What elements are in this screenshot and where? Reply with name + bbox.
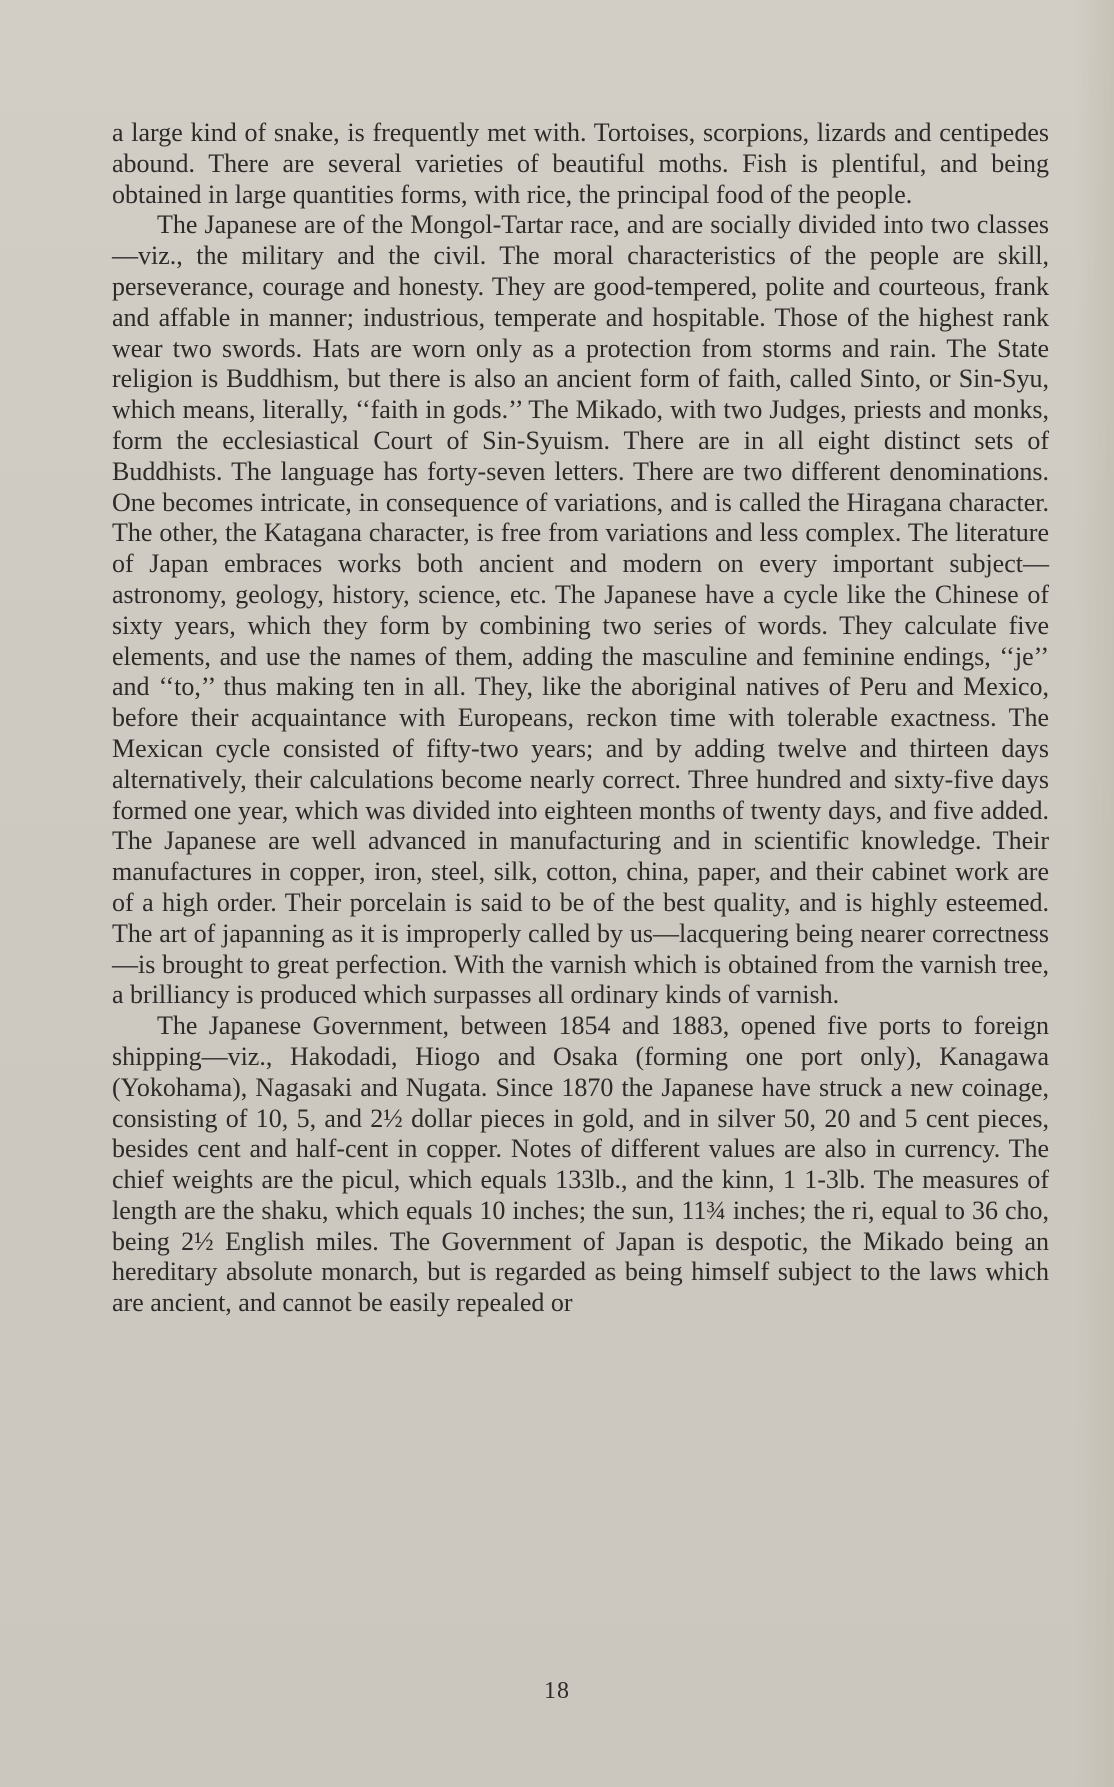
page-edge-shadow: [1074, 0, 1114, 1787]
page-number: 18: [544, 1678, 570, 1704]
paragraph-continued: a large kind of snake, is frequently met with. Tortoises, scorpions, lizards and centipedes abound. There are several varieties of beautiful moths. Fish is plentiful, and being obtained in large quantities forms, with rice, the principal food of the people.: [112, 118, 1049, 209]
paragraph-government: The Japanese Government, between 1854 and 1883, opened five ports to foreign shipping—viz., Hakodadi, Hiogo and Osaka (forming one port only), Kanagawa (Yokohama), Nagasaki and Nugata. Since 1870 the Japanese have struck a new coinage, consisting of 10, 5, and 2½ dollar pieces in gold, and in silver 50, 20 and 5 cent pieces, besides cent and half-cent in copper. Notes of different values are also in currency. The chief weights are the picul, which equals 133lb., and the kinn, 1 1-3lb. The measures of length are the shaku, which equals 10 inches; the sun, 11¾ inches; the ri, equal to 36 cho, being 2½ English miles. The Government of Japan is despotic, the Mikado being an hereditary absolute monarch, but is regarded as being himself subject to the laws which are ancient, and cannot be easily repealed or: [112, 1011, 1049, 1318]
body-text: [112, 118, 1049, 1319]
paragraph-japanese-people: The Japanese are of the Mongol-Tartar race, and are socially divided into two classes—viz., the military and the civil. The moral characteristics of the people are skill, perseverance, courage and honesty. They are good-tempered, polite and courteous, frank and affable in manner; industrious, temperate and hospitable. Those of the highest rank wear two swords. Hats are worn only as a protection from storms and rain. The State religion is Buddhism, but there is also an ancient form of faith, called Sinto, or Sin-Syu, which means, literally, ‘‘faith in gods.’’ The Mikado, with two Judges, priests and monks, form the ecclesiastical Court of Sin-Syuism. There are in all eight distinct sets of Buddhists. The language has forty-seven letters. There are two different denominations. One becomes intricate, in consequence of variations, and is called the Hiragana character. The other, the Katagana character, is free from variations and less complex. The literature of Japan embraces works both ancient and modern on every important subject—astronomy, geology, history, science, etc. The Japanese have a cycle like the Chinese of sixty years, which they form by combining two series of words. They calculate five elements, and use the names of them, adding the masculine and feminine endings, ‘‘je’’ and ‘‘to,’’ thus making ten in all. They, like the aboriginal natives of Peru and Mexico, before their acquaintance with Europeans, reckon time with tolerable exactness. The Mexican cycle consisted of fifty-two years; and by adding twelve and thirteen days alternatively, their calculations become nearly correct. Three hundred and sixty-five days formed one year, which was divided into eighteen months of twenty days, and five added. The Japanese are well advanced in manufacturing and in scientific knowledge. Their manufactures in copper, iron, steel, silk, cotton, china, paper, and their cabinet work are of a high order. Their porcelain is said to be of the best quality, and is highly esteemed. The art of japanning as it is improperly called by us—lacquering being nearer correctness—is brought to great perfection. With the varnish which is obtained from the varnish tree, a brilliancy is produced which surpasses all ordinary kinds of varnish.: [112, 210, 1049, 1010]
